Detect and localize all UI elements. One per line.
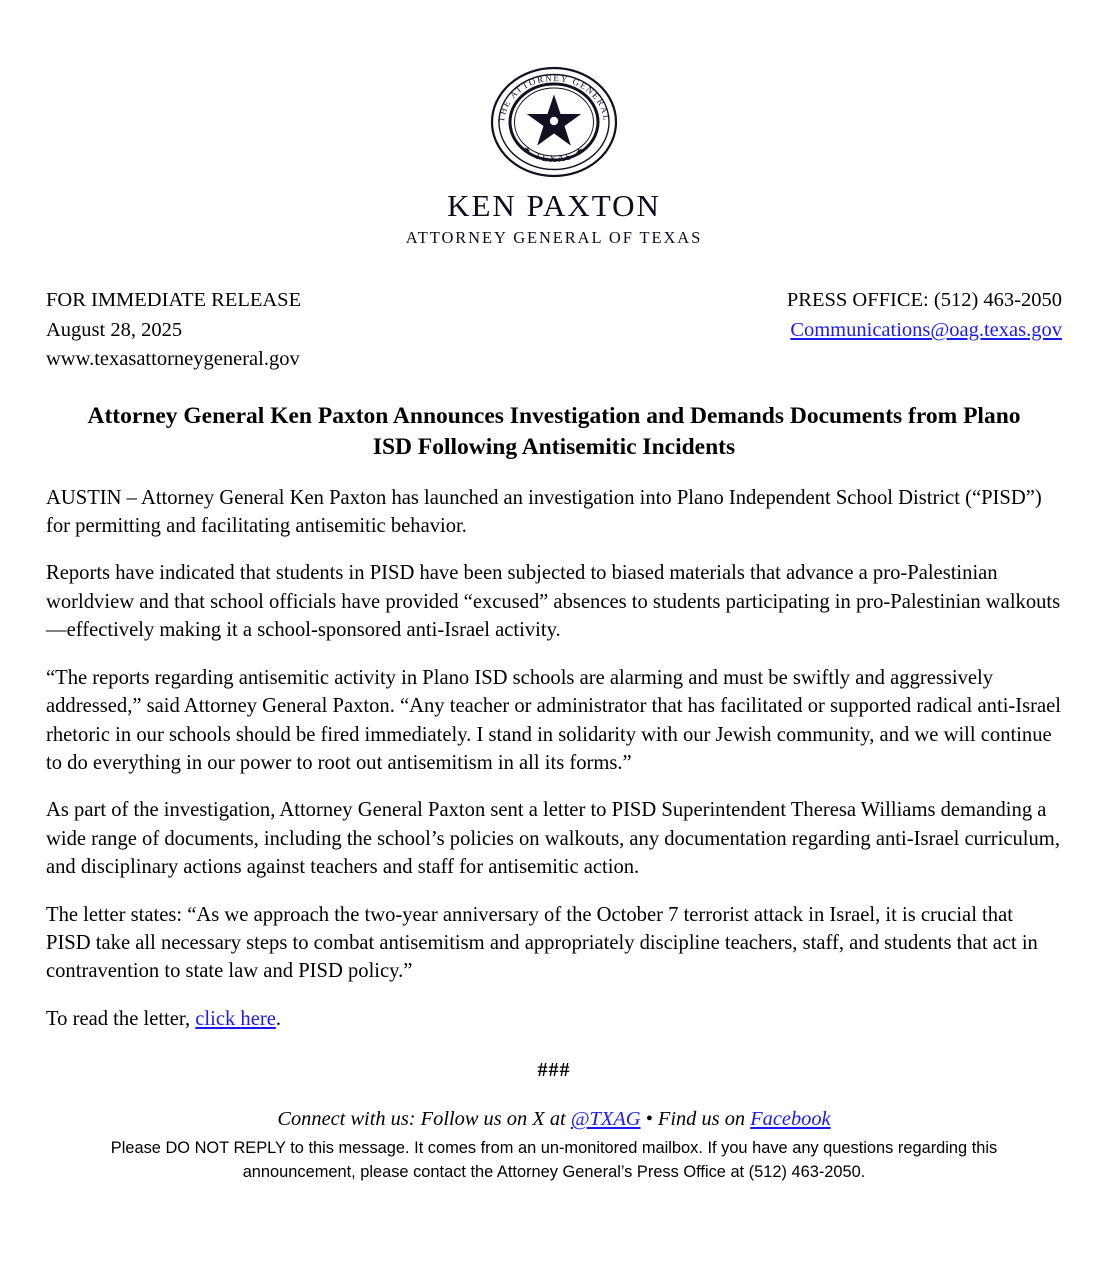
paragraph-3: “The reports regarding antisemitic activity in Plano ISD schools are alarming and must be swiftly and aggressively addressed,” said Attorney General Paxton. “Any teacher or administrator that has facilitated or supported radical anti-Israel rhetoric in our schools should be fired immediately. I stand in solidarity with our Jewish community, and we will continue to do everything in our power to root out antisemitism in all its forms.”: [46, 666, 1062, 774]
click-here-link[interactable]: click here: [195, 1007, 276, 1030]
facebook-link[interactable]: Facebook: [750, 1108, 831, 1131]
read-letter-suffix: .: [275, 1007, 282, 1030]
release-info-right: [787, 286, 1062, 345]
release-date: August 28, 2025: [46, 318, 183, 341]
end-mark: ###: [537, 1059, 571, 1082]
agency-website: www.texasattorneygeneral.gov: [46, 348, 300, 371]
paragraph-4: As part of the investigation, Attorney General Paxton sent a letter to PISD Superintendent Theresa Williams demanding a wide range of documents, including the school’s policies on walkouts, any documentation regarding anti-Israel curriculum, and disciplinary actions against teachers and staff for antisemitic action.: [46, 799, 1060, 879]
release-body: [46, 484, 1062, 1034]
release-info-row: [46, 286, 1062, 375]
attorney-general-title: ATTORNEY GENERAL OF TEXAS: [405, 228, 703, 247]
disclaimer-text: Please DO NOT REPLY to this message. It comes from an un-monitored mailbox. If you have any questions regarding this announcement, please contact the Attorney General’s Press Office at (512) 463-2050.: [110, 1139, 998, 1181]
read-letter-line: [46, 1005, 1062, 1033]
x-handle-link[interactable]: @TXAG: [570, 1108, 641, 1131]
page-title: Attorney General Ken Paxton Announces Investigation and Demands Documents from Plano ISD Following Antisemitic Incidents: [87, 403, 1021, 461]
paragraph-1: AUSTIN – Attorney General Ken Paxton has launched an investigation into Plano Independent School District (“PISD”) for permitting and facilitating antisemitic behavior.: [46, 486, 1042, 538]
connect-prefix: Connect with us: Follow us on X at: [277, 1108, 571, 1131]
attorney-general-name: KEN PAXTON: [447, 188, 661, 223]
letterhead: [46, 0, 1062, 248]
svg-text:THE ATTORNEY GENERAL: THE ATTORNEY GENERAL: [495, 72, 613, 123]
press-office-phone: PRESS OFFICE: (512) 463-2050: [786, 289, 1062, 311]
connect-line: [46, 1108, 1062, 1131]
read-letter-prefix: To read the letter,: [46, 1007, 196, 1030]
paragraph-2: Reports have indicated that students in PISD have been subjected to biased materials that advance a pro-Palestinian worldview and that school officials have provided “excused” absences to students participating in pro-Palestinian walkouts—effectively making it a school-sponsored anti-Israel activity.: [46, 562, 1061, 642]
paragraph-5: The letter states: “As we approach the two-year anniversary of the October 7 terrorist attack in Israel, it is crucial that PISD take all necessary steps to combat antisemitism and appropriately discipline teachers, staff, and students that act in contravention to state law and PISD policy.”: [46, 903, 1038, 983]
immediate-release-label: FOR IMMEDIATE RELEASE: [46, 289, 302, 311]
svg-text:★ TEXAS ★: ★ TEXAS ★: [519, 144, 589, 166]
texas-attorney-general-seal-icon: [485, 62, 623, 180]
connect-middle: • Find us on: [640, 1108, 751, 1131]
release-info-left: [46, 286, 301, 375]
press-office-email-link[interactable]: Communications@oag.texas.gov: [790, 318, 1062, 341]
